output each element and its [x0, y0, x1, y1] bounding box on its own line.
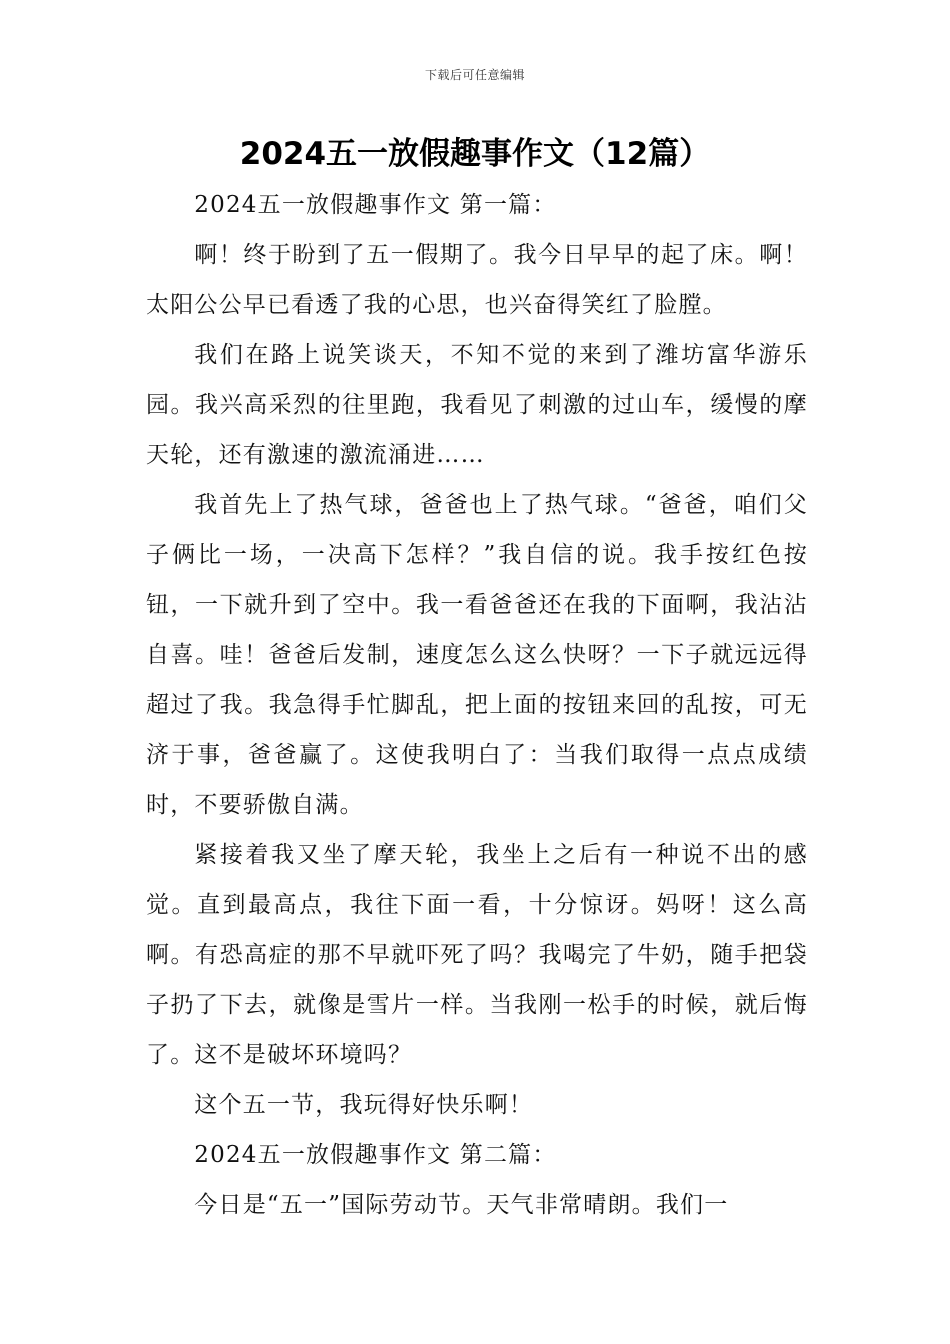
paragraph: 我们在路上说笑谈天，不知不觉的来到了潍坊富华游乐园。我兴高采烈的往里跑，我看见了刺激的过山车，缓慢的摩天轮，还有激速的激流涌进……	[146, 342, 808, 468]
section-heading-2: 2024五一放假趣事作文 第二篇：	[194, 1142, 557, 1168]
paragraph: 啊！终于盼到了五一假期了。我今日早早的起了床。啊！太阳公公早已看透了我的心思，也兴奋得笑红了脸膛。	[146, 242, 808, 318]
paragraph: 我首先上了热气球，爸爸也上了热气球。“爸爸，咱们父子俩比一场，一决高下怎样？”我自信的说。我手按红色按钮，一下就升到了空中。我一看爸爸还在我的下面啊，我沾沾自喜。哇！爸爸后发制，速度怎么这么快呀？一下子就远远得超过了我。我急得手忙脚乱，把上面的按钮来回的乱按，可无济于事，爸爸赢了。这使我明白了：当我们取得一点点成绩时，不要骄傲自满。	[146, 492, 808, 818]
paragraph: 紧接着我又坐了摩天轮，我坐上之后有一种说不出的感觉。直到最高点，我往下面一看，十分惊讶。妈呀！这么高啊。有恐高症的那不早就吓死了吗？我喝完了牛奶，随手把袋子扔了下去，就像是雪片一样。当我刚一松手的时候，就后悔了。这不是破坏环境吗？	[146, 842, 808, 1068]
paragraph: 今日是“五一”国际劳动节。天气非常晴朗。我们一	[194, 1192, 729, 1218]
document-title: 2024五一放假趣事作文（12篇）	[239, 136, 711, 172]
section-heading-1: 2024五一放假趣事作文 第一篇：	[194, 192, 557, 218]
document-body	[146, 180, 808, 1230]
paragraph: 这个五一节，我玩得好快乐啊！	[194, 1092, 534, 1118]
header-note: 下载后可任意编辑	[424, 68, 525, 82]
